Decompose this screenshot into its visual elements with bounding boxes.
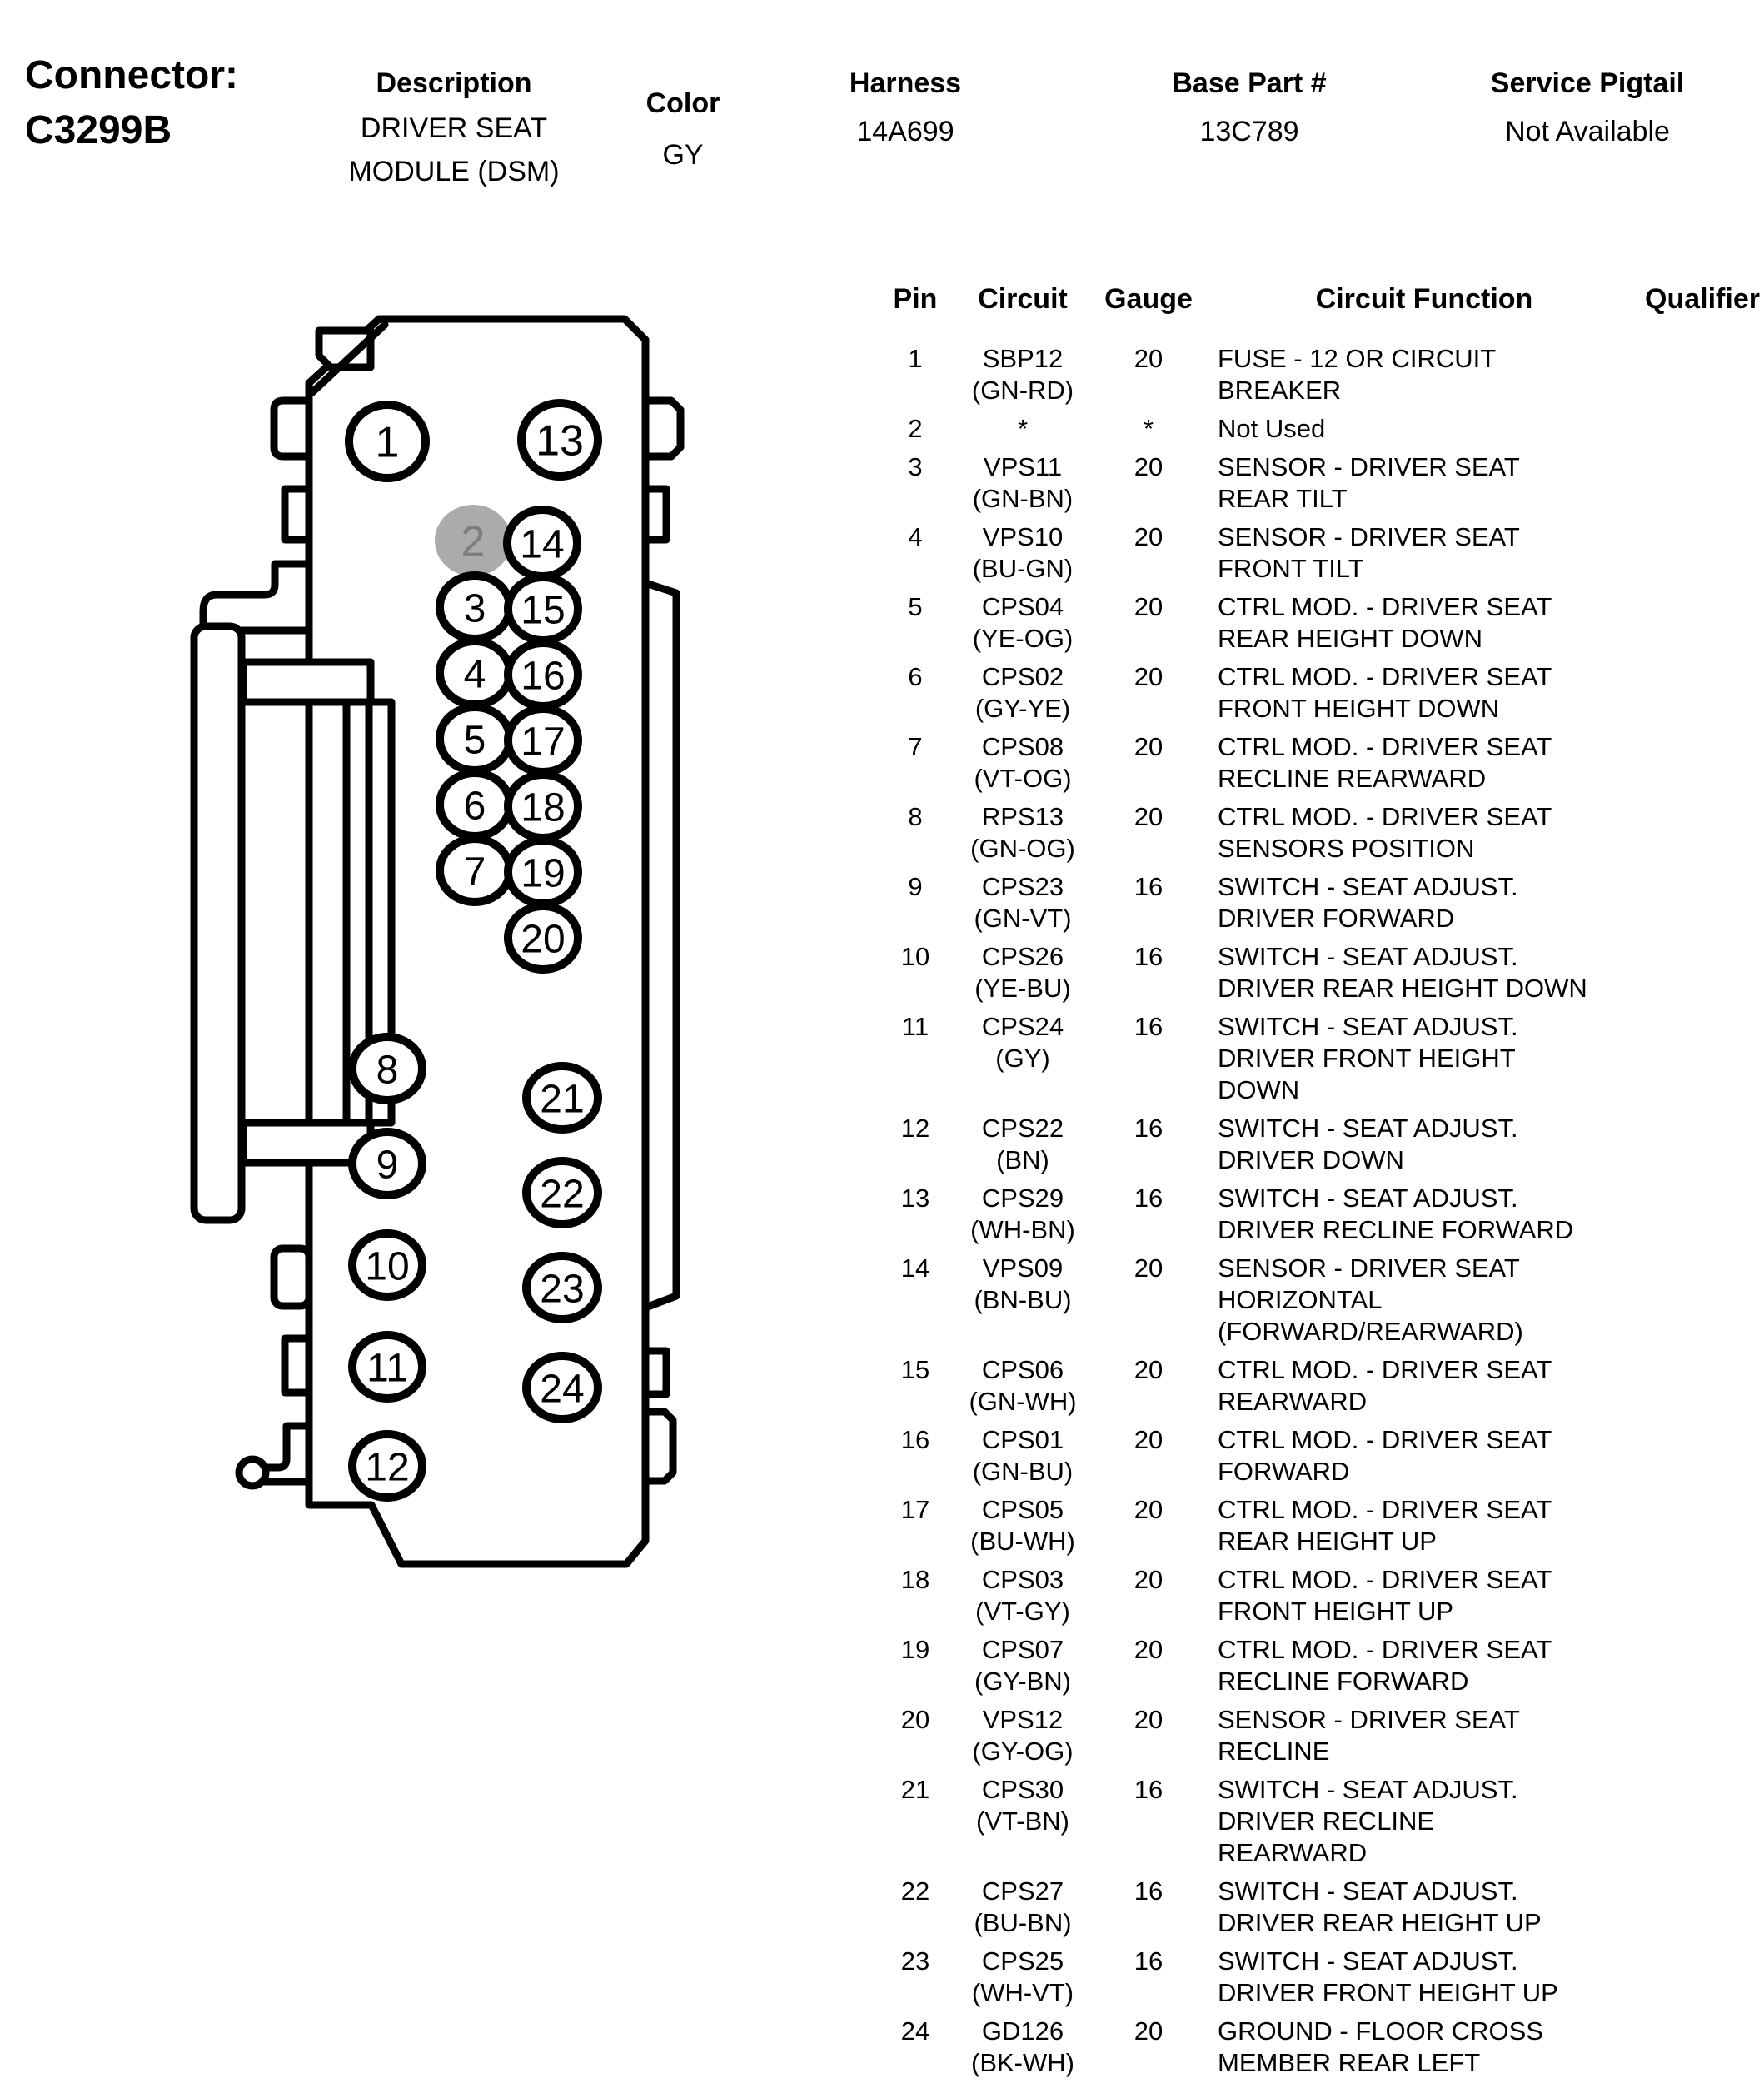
qualifier-cell (1641, 413, 1764, 445)
circuit-cell: CPS29 (WH-BN) (970, 1184, 1075, 1244)
pin-cell: 7 (908, 732, 923, 761)
pin-cell: 24 (900, 2016, 930, 2046)
qualifier-header: Qualifier (1645, 283, 1760, 315)
circuit-cell: CPS07 (GY-BN) (974, 1635, 1071, 1696)
circuit-cell: CPS24 (GY) (981, 1012, 1064, 1073)
function-cell: SWITCH - SEAT ADJUST. DRIVER DOWN (1218, 1114, 1518, 1174)
pin-cell: 3 (908, 452, 923, 481)
connector-diagram (162, 296, 704, 1595)
table-row (875, 1564, 1764, 1627)
circuit-cell: CPS01 (GN-BU) (972, 1425, 1074, 1486)
gauge-cell: 20 (1134, 732, 1164, 761)
qualifier-cell (1641, 1354, 1764, 1418)
circuit-header: Circuit (978, 283, 1068, 315)
function-cell: CTRL MOD. - DRIVER SEAT FORWARD (1218, 1425, 1552, 1486)
table-row (875, 1634, 1764, 1697)
qualifier-cell (1641, 1564, 1764, 1627)
latch-hook (265, 1426, 309, 1468)
qualifier-cell (1641, 1946, 1764, 2009)
pin-cell: 16 (900, 1425, 930, 1454)
circuit-cell: CPS30 (VT-BN) (976, 1775, 1069, 1836)
function-cell: CTRL MOD. - DRIVER SEAT RECLINE REARWARD (1218, 732, 1552, 793)
circuit-cell: VPS09 (BN-BU) (974, 1253, 1072, 1314)
harness-label: Harness (849, 67, 962, 99)
pin-cell: 14 (900, 1253, 930, 1283)
circuit-cell: CPS03 (VT-GY) (975, 1565, 1070, 1626)
function-cell: SWITCH - SEAT ADJUST. DRIVER FRONT HEIGHT DOWN (1218, 1012, 1518, 1104)
pin-10-label: 10 (365, 1244, 410, 1289)
pin-cell: 4 (908, 522, 923, 551)
pin-cell: 2 (908, 414, 923, 443)
pin-23-label: 23 (540, 1267, 585, 1312)
function-cell: CTRL MOD. - DRIVER SEAT FRONT HEIGHT UP (1218, 1565, 1552, 1626)
latch-cross-bar-top (243, 662, 371, 702)
gauge-cell: 20 (1134, 1355, 1164, 1384)
table-row (875, 661, 1764, 725)
pin-cell: 23 (900, 1946, 930, 1976)
table-row (875, 1011, 1764, 1106)
function-cell: SWITCH - SEAT ADJUST. DRIVER RECLINE REARWARD (1218, 1775, 1518, 1867)
qualifier-cell (1641, 871, 1764, 934)
service-pigtail-value: Not Available (1505, 116, 1670, 147)
table-row (875, 801, 1764, 865)
latch-outer-bar (194, 626, 242, 1220)
gauge-header: Gauge (1104, 283, 1193, 315)
circuit-cell: * (1017, 414, 1029, 443)
gauge-cell: 20 (1134, 2016, 1164, 2046)
pin-cell: 13 (900, 1184, 930, 1213)
gauge-cell: 16 (1134, 1114, 1164, 1143)
pin-cell: 19 (900, 1635, 930, 1664)
pin-24-label: 24 (540, 1367, 585, 1412)
gauge-cell: 16 (1134, 1876, 1164, 1906)
qualifier-cell (1641, 1424, 1764, 1488)
table-row (875, 1424, 1764, 1488)
service-pigtail-column (1491, 65, 1684, 153)
base-part-label: Base Part # (1172, 67, 1327, 99)
qualifier-cell (1641, 521, 1764, 585)
pin-18-label: 18 (521, 785, 566, 830)
function-cell: SWITCH - SEAT ADJUST. DRIVER RECLINE FORWARD (1218, 1184, 1574, 1244)
gauge-cell: 20 (1134, 662, 1164, 691)
function-cell: CTRL MOD. - DRIVER SEAT SENSORS POSITION (1218, 802, 1552, 863)
pin-table-header (875, 282, 1764, 316)
gauge-cell: 20 (1134, 1565, 1164, 1594)
pin-9-label: 9 (376, 1143, 399, 1188)
pin-cell: 1 (908, 344, 923, 373)
table-row (875, 871, 1764, 934)
left-tab-3 (274, 1248, 309, 1306)
qualifier-cell (1641, 1113, 1764, 1176)
function-cell: SWITCH - SEAT ADJUST. DRIVER FRONT HEIGHT UP (1218, 1946, 1558, 2007)
qualifier-cell (1641, 2016, 1764, 2079)
connector-id: C3299B (25, 108, 172, 152)
qualifier-cell (1641, 1253, 1764, 1348)
circuit-cell: SBP12 (GN-RD) (971, 344, 1074, 405)
pin-3-label: 3 (463, 586, 486, 631)
connector-svg (162, 296, 704, 1595)
description-value-line2: MODULE (DSM) (348, 156, 560, 187)
table-row (875, 1774, 1764, 1869)
gauge-cell: 20 (1134, 592, 1164, 621)
circuit-function-header: Circuit Function (1315, 283, 1533, 315)
circuit-cell: VPS11 (GN-BN) (972, 452, 1074, 513)
pin-cell: 22 (900, 1876, 930, 1906)
qualifier-cell (1641, 1011, 1764, 1106)
qualifier-cell (1641, 1494, 1764, 1557)
qualifier-cell (1641, 801, 1764, 865)
base-part-column (1172, 65, 1326, 153)
table-row (875, 1113, 1764, 1176)
pin-cell: 18 (900, 1565, 930, 1594)
pin-7-label: 7 (463, 850, 486, 895)
table-row (875, 413, 1764, 445)
qualifier-cell (1641, 1634, 1764, 1697)
circuit-cell: CPS27 (BU-BN) (974, 1876, 1072, 1937)
circuit-cell: CPS04 (YE-OG) (972, 592, 1074, 653)
pin-22-label: 22 (540, 1172, 585, 1217)
function-cell: GROUND - FLOOR CROSS MEMBER REAR LEFT (1218, 2016, 1543, 2077)
function-cell: SWITCH - SEAT ADJUST. DRIVER REAR HEIGHT DOWN (1218, 942, 1587, 1003)
gauge-cell: 20 (1134, 1705, 1164, 1734)
function-cell: SWITCH - SEAT ADJUST. DRIVER FORWARD (1218, 872, 1518, 933)
pin-14-label: 14 (520, 522, 565, 567)
gauge-cell: 16 (1134, 1012, 1164, 1041)
circuit-cell: CPS08 (VT-OG) (974, 732, 1072, 793)
pin-8-label: 8 (376, 1048, 399, 1093)
pin-12-label: 12 (365, 1445, 410, 1490)
table-row (875, 2016, 1764, 2079)
function-cell: SWITCH - SEAT ADJUST. DRIVER REAR HEIGHT UP (1218, 1876, 1542, 1937)
function-cell: CTRL MOD. - DRIVER SEAT REAR HEIGHT DOWN (1218, 592, 1552, 653)
function-cell: FUSE - 12 OR CIRCUIT BREAKER (1218, 344, 1497, 405)
pin-1-label: 1 (375, 418, 400, 467)
qualifier-cell (1641, 451, 1764, 515)
function-cell: CTRL MOD. - DRIVER SEAT REARWARD (1218, 1355, 1552, 1416)
pin-2-label: 2 (461, 517, 486, 566)
gauge-cell: 20 (1134, 452, 1164, 481)
gauge-cell: 16 (1134, 1775, 1164, 1804)
description-label: Description (376, 67, 532, 99)
pin-19-label: 19 (521, 851, 566, 896)
table-row (875, 1494, 1764, 1557)
qualifier-cell (1641, 1876, 1764, 1939)
pin-cell: 11 (901, 1012, 929, 1041)
function-cell: CTRL MOD. - DRIVER SEAT RECLINE FORWARD (1218, 1635, 1552, 1696)
table-row (875, 591, 1764, 655)
qualifier-cell (1641, 941, 1764, 1004)
table-row (875, 1876, 1764, 1939)
table-row (875, 451, 1764, 515)
gauge-cell: 16 (1134, 942, 1164, 971)
circuit-cell: CPS22 (BN) (981, 1114, 1064, 1174)
circuit-cell: CPS23 (GN-VT) (974, 872, 1072, 933)
qualifier-cell (1641, 731, 1764, 795)
table-row (875, 1354, 1764, 1418)
right-tab-4 (645, 1412, 673, 1481)
function-cell: SENSOR - DRIVER SEAT REAR TILT (1218, 452, 1520, 513)
color-value: GY (662, 139, 704, 171)
gauge-cell: * (1143, 414, 1154, 443)
function-cell: SENSOR - DRIVER SEAT FRONT TILT (1218, 522, 1520, 583)
circuit-cell: CPS05 (BU-WH) (970, 1495, 1075, 1556)
table-row (875, 521, 1764, 585)
qualifier-cell (1641, 1704, 1764, 1767)
pin-cell: 5 (908, 592, 923, 621)
qualifier-cell (1641, 1183, 1764, 1246)
pin-cell: 8 (908, 802, 923, 831)
function-cell: SENSOR - DRIVER SEAT HORIZONTAL (FORWARD/REARWARD) (1218, 1253, 1523, 1346)
right-channel (645, 583, 676, 1308)
gauge-cell: 20 (1134, 1495, 1164, 1524)
latch-upper-arm (203, 564, 309, 630)
gauge-cell: 20 (1134, 1253, 1164, 1283)
connector-title (25, 48, 238, 158)
table-row (875, 731, 1764, 795)
function-cell: CTRL MOD. - DRIVER SEAT FRONT HEIGHT DOWN (1218, 662, 1552, 723)
pin-20-label: 20 (521, 917, 566, 962)
function-cell: Not Used (1218, 414, 1326, 443)
function-cell: CTRL MOD. - DRIVER SEAT REAR HEIGHT UP (1218, 1495, 1552, 1556)
qualifier-cell (1641, 343, 1764, 406)
pin-11-label: 11 (366, 1346, 408, 1391)
gauge-cell: 16 (1134, 1184, 1164, 1213)
table-row (875, 343, 1764, 406)
gauge-cell: 20 (1134, 522, 1164, 551)
circuit-cell: GD126 (BK-WH) (971, 2016, 1074, 2077)
description-column (348, 65, 559, 193)
pin-cell: 12 (900, 1114, 930, 1143)
service-pigtail-label: Service Pigtail (1490, 67, 1685, 99)
pin-cell: 10 (900, 942, 930, 971)
pin-cell: 6 (908, 662, 923, 691)
table-row (875, 1946, 1764, 2009)
pin-17-label: 17 (521, 720, 566, 765)
color-column (646, 85, 720, 177)
pin-cell: 20 (900, 1705, 930, 1734)
function-cell: SENSOR - DRIVER SEAT RECLINE (1218, 1705, 1520, 1766)
pin-cell: 17 (900, 1495, 930, 1524)
gauge-cell: 20 (1134, 1425, 1164, 1454)
pin-cell: 9 (908, 872, 923, 901)
gauge-cell: 20 (1134, 802, 1164, 831)
gauge-cell: 16 (1134, 872, 1164, 901)
pin-15-label: 15 (521, 588, 566, 633)
table-row (875, 941, 1764, 1004)
pin-6-label: 6 (463, 784, 486, 829)
pin-5-label: 5 (463, 718, 486, 763)
circuit-cell: RPS13 (GN-OG) (970, 802, 1075, 863)
qualifier-cell (1641, 591, 1764, 655)
pin-table (875, 282, 1764, 2086)
qualifier-cell (1641, 1774, 1764, 1869)
connector-label: Connector: (25, 53, 238, 97)
table-row (875, 1704, 1764, 1767)
pin-header: Pin (893, 283, 938, 315)
description-value-line1: DRIVER SEAT (360, 112, 548, 144)
color-label: Color (645, 87, 720, 119)
qualifier-cell (1641, 661, 1764, 725)
pin-4-label: 4 (463, 652, 486, 697)
gauge-cell: 20 (1134, 1635, 1164, 1664)
pin-16-label: 16 (521, 654, 566, 699)
circuit-cell: VPS10 (BU-GN) (972, 522, 1074, 583)
circuit-cell: VPS12 (GY-OG) (972, 1705, 1074, 1766)
circuit-cell: CPS26 (YE-BU) (974, 942, 1071, 1003)
circuit-cell: CPS25 (WH-VT) (971, 1946, 1074, 2007)
pin-13-label: 13 (536, 416, 584, 466)
circuit-cell: CPS02 (GY-YE) (974, 662, 1071, 723)
base-part-value: 13C789 (1199, 116, 1299, 147)
left-tab-1 (274, 401, 309, 456)
harness-value: 14A699 (856, 116, 954, 147)
gauge-cell: 20 (1134, 344, 1164, 373)
pin-21-label: 21 (540, 1077, 585, 1122)
pin-cell: 21 (900, 1775, 930, 1804)
circuit-cell: CPS06 (GN-WH) (969, 1355, 1077, 1416)
right-tab-1 (645, 401, 680, 456)
table-row (875, 1183, 1764, 1246)
pin-table-body (875, 343, 1764, 2079)
harness-column (850, 65, 961, 153)
pin-cell: 15 (900, 1355, 930, 1384)
gauge-cell: 16 (1134, 1946, 1164, 1976)
table-row (875, 1253, 1764, 1348)
